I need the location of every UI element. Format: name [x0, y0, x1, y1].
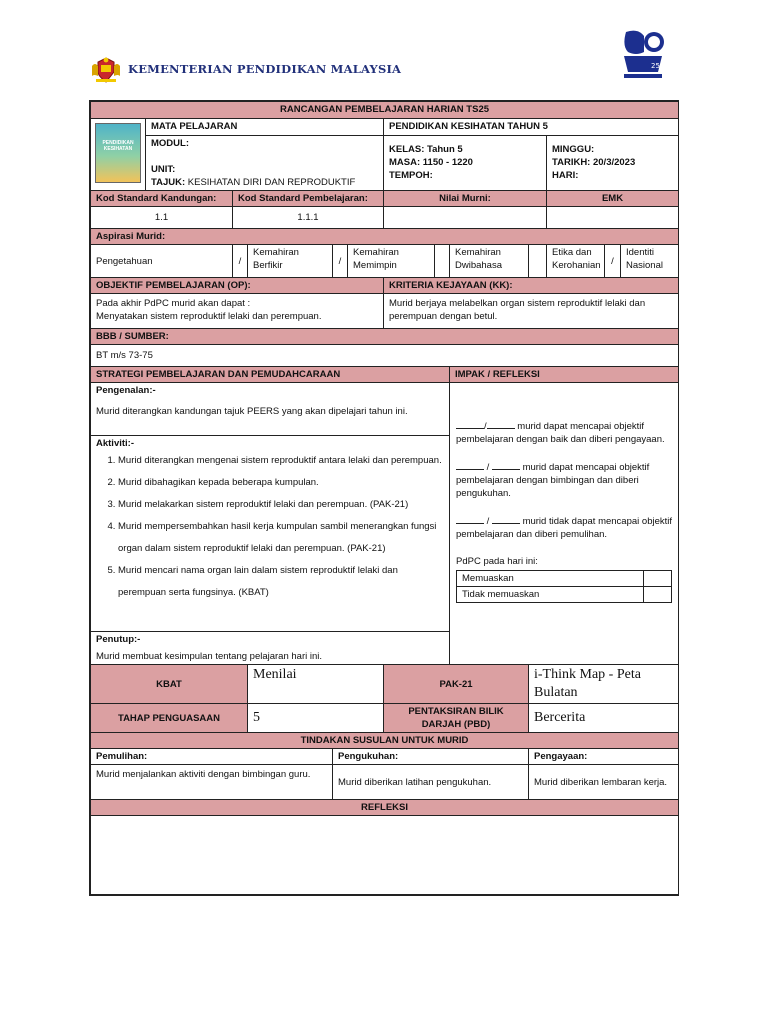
week-date-cell — [547, 136, 679, 191]
aktiviti-label: Aktiviti:- — [96, 438, 134, 449]
tahap-penguasaan-label: TAHAP PENGUASAAN — [91, 704, 248, 733]
tajuk-label: TAJUK: — [151, 177, 186, 188]
impak-p1: / murid dapat mencapai objektif pembelajaran dengan baik dan diberi pengayaan. — [456, 421, 665, 445]
pengenalan-label: Pengenalan:- — [96, 385, 156, 396]
pengayaan-text: Murid diberikan lembaran kerja. — [529, 765, 679, 800]
aspirasi-item-dwibahasa: Kemahiran Dwibahasa — [450, 245, 529, 278]
bbb-label: BBB / SUMBER: — [91, 329, 679, 345]
aktiviti-item: 3. Murid melakarkan sistem reproduktif lelaki dan perempuan. (PAK-21) — [118, 494, 444, 516]
emk-label: EMK — [547, 191, 679, 207]
subject-value: PENDIDIKAN KESIHATAN TAHUN 5 — [384, 119, 679, 136]
textbook-cover — [91, 119, 146, 191]
emk-value — [547, 207, 679, 229]
pdpc-label: PdPC pada hari ini: — [456, 556, 538, 567]
form-title: RANCANGAN PEMBELAJARAN HARIAN TS25 — [91, 102, 679, 119]
pengenalan-section — [91, 383, 449, 436]
ksk-value: 1.1 — [91, 207, 233, 229]
pdpc-checkbox-memuaskan[interactable] — [644, 571, 672, 587]
susulan-label: TINDAKAN SUSULAN UNTUK MURID — [91, 733, 679, 749]
ksk-label: Kod Standard Kandungan: — [91, 191, 233, 207]
strategi-label: STRATEGI PEMBELAJARAN DAN PEMUDAHCARAAN — [91, 367, 450, 383]
pemulihan-label: Pemulihan: — [91, 749, 333, 765]
strategi-cell — [91, 383, 450, 665]
pdpc-options — [456, 570, 672, 603]
pbd-label: PENTAKSIRAN BILIK DARJAH (PBD) — [384, 704, 529, 733]
penutup-text: Murid membuat kesimpulan tentang pelajaran hari ini. — [96, 651, 323, 662]
minggu-label: MINGGU: — [552, 144, 595, 155]
pak21-value: i-Think Map - Peta Bulatan — [529, 665, 679, 704]
tajuk-value: KESIHATAN DIRI DAN REPRODUKTIF — [187, 177, 356, 188]
hari-label: HARI: — [552, 170, 579, 181]
pdpc-checkbox-tidak-memuaskan[interactable] — [644, 587, 672, 603]
masa-text: MASA: 1150 - 1220 — [389, 157, 473, 168]
impak-cell — [450, 383, 679, 665]
ksp-value: 1.1.1 — [233, 207, 384, 229]
lesson-plan-table — [90, 101, 679, 895]
book-cover-image: PENDIDIKAN KESIHATAN — [95, 123, 141, 183]
pengayaan-label: Pengayaan: — [529, 749, 679, 765]
kriteria-text: Murid berjaya melabelkan organ sistem reproduktif lelaki dan perempuan dengan betul. — [384, 294, 679, 329]
aspirasi-item-etika: Etika dan Kerohanian — [547, 245, 605, 278]
aspirasi-mark-memimpin — [435, 245, 450, 278]
impak-p3: / murid tidak dapat mencapai objektif pembelajaran dan diberi pemulihan. — [456, 516, 673, 540]
modul-label: MODUL: — [151, 138, 189, 149]
objektif-line2: Menyatakan sistem reproduktif lelaki dan perempuan. — [96, 311, 322, 322]
penutup-section — [91, 632, 449, 664]
refleksi-area[interactable] — [91, 816, 679, 895]
lesson-plan-form — [89, 100, 679, 896]
pbd-value: Bercerita — [529, 704, 679, 733]
aspirasi-mark-etika: / — [605, 245, 621, 278]
impak-label: IMPAK / REFLEKSI — [450, 367, 679, 383]
kbat-value: Menilai — [248, 665, 384, 704]
aspirasi-mark-berfikir: / — [333, 245, 348, 278]
kriteria-label: KRITERIA KEJAYAAN (KK): — [384, 278, 679, 294]
aspirasi-label: Aspirasi Murid: — [91, 229, 679, 245]
pengenalan-text: Murid diterangkan kandungan tajuk PEERS yang akan dipelajari tahun ini. — [96, 406, 408, 417]
aktiviti-item: 5. Murid mencari nama organ lain dalam sistem reproduktif lelaki dan perempuan serta fungsinya. (KBAT) — [118, 560, 444, 604]
refleksi-label: REFLEKSI — [91, 800, 679, 816]
aktiviti-item: 4. Murid mempersembahkan hasil kerja kumpulan sambil menerangkan fungsi organ dalam sistem reproduktif lelaki dan perempuan. (PAK-21) — [118, 516, 444, 560]
class-time-cell — [384, 136, 547, 191]
aspirasi-item-pengetahuan: Pengetahuan — [91, 245, 233, 278]
nilai-murni-label: Nilai Murni: — [384, 191, 547, 207]
impak-p2: / murid dapat mencapai objektif pembelajaran dengan bimbingan dan diberi pengukuhan. — [456, 462, 650, 499]
modul-unit-tajuk-cell — [146, 136, 384, 191]
letterhead — [90, 52, 402, 88]
coat-of-arms-icon — [90, 56, 122, 84]
aspirasi-item-memimpin: Kemahiran Memimpin — [348, 245, 435, 278]
aktiviti-item: 2. Murid dibahagikan kepada beberapa kumpulan. — [118, 472, 444, 494]
tahap-penguasaan-value: 5 — [248, 704, 384, 733]
unit-label: UNIT: — [151, 164, 176, 175]
pak21-label: PAK-21 — [384, 665, 529, 704]
objektif-label: OBJEKTIF PEMBELAJARAN (OP): — [91, 278, 384, 294]
aspirasi-mark-dwibahasa — [529, 245, 547, 278]
svg-text:25: 25 — [651, 62, 660, 70]
kbat-label: KBAT — [91, 665, 248, 704]
pengukuhan-label: Pengukuhan: — [333, 749, 529, 765]
aspirasi-item-identiti: Identiti Nasional — [621, 245, 679, 278]
aktiviti-list — [96, 450, 444, 604]
aktiviti-item: 1. Murid diterangkan mengenai sistem reproduktif antara lelaki dan perempuan. — [118, 450, 444, 472]
ministry-name: KEMENTERIAN PENDIDIKAN MALAYSIA — [128, 62, 402, 76]
pengukuhan-text: Murid diberikan latihan pengukuhan. — [333, 765, 529, 800]
aspirasi-item-berfikir: Kemahiran Berfikir — [248, 245, 333, 278]
kelas-text: KELAS: Tahun 5 — [389, 144, 463, 155]
pemulihan-text: Murid menjalankan aktiviti dengan bimbingan guru. — [91, 765, 333, 800]
penutup-label: Penutup:- — [96, 634, 141, 645]
pdpc-option-memuaskan: Memuaskan — [457, 571, 644, 587]
pdpc-option-tidak-memuaskan: Tidak memuaskan — [457, 587, 644, 603]
bbb-value: BT m/s 73-75 — [91, 345, 679, 367]
tempoh-label: TEMPOH: — [389, 170, 433, 181]
nilai-murni-value — [384, 207, 547, 229]
ksp-label: Kod Standard Pembelajaran: — [233, 191, 384, 207]
tarikh-text: TARIKH: 20/3/2023 — [552, 157, 636, 168]
aktiviti-section — [91, 436, 449, 632]
ts25-logo-icon — [618, 26, 668, 82]
objektif-line1: Pada akhir PdPC murid akan dapat : — [96, 298, 251, 309]
objektif-cell — [91, 294, 384, 329]
aspirasi-mark-pengetahuan: / — [233, 245, 248, 278]
subject-label: MATA PELAJARAN — [146, 119, 384, 136]
